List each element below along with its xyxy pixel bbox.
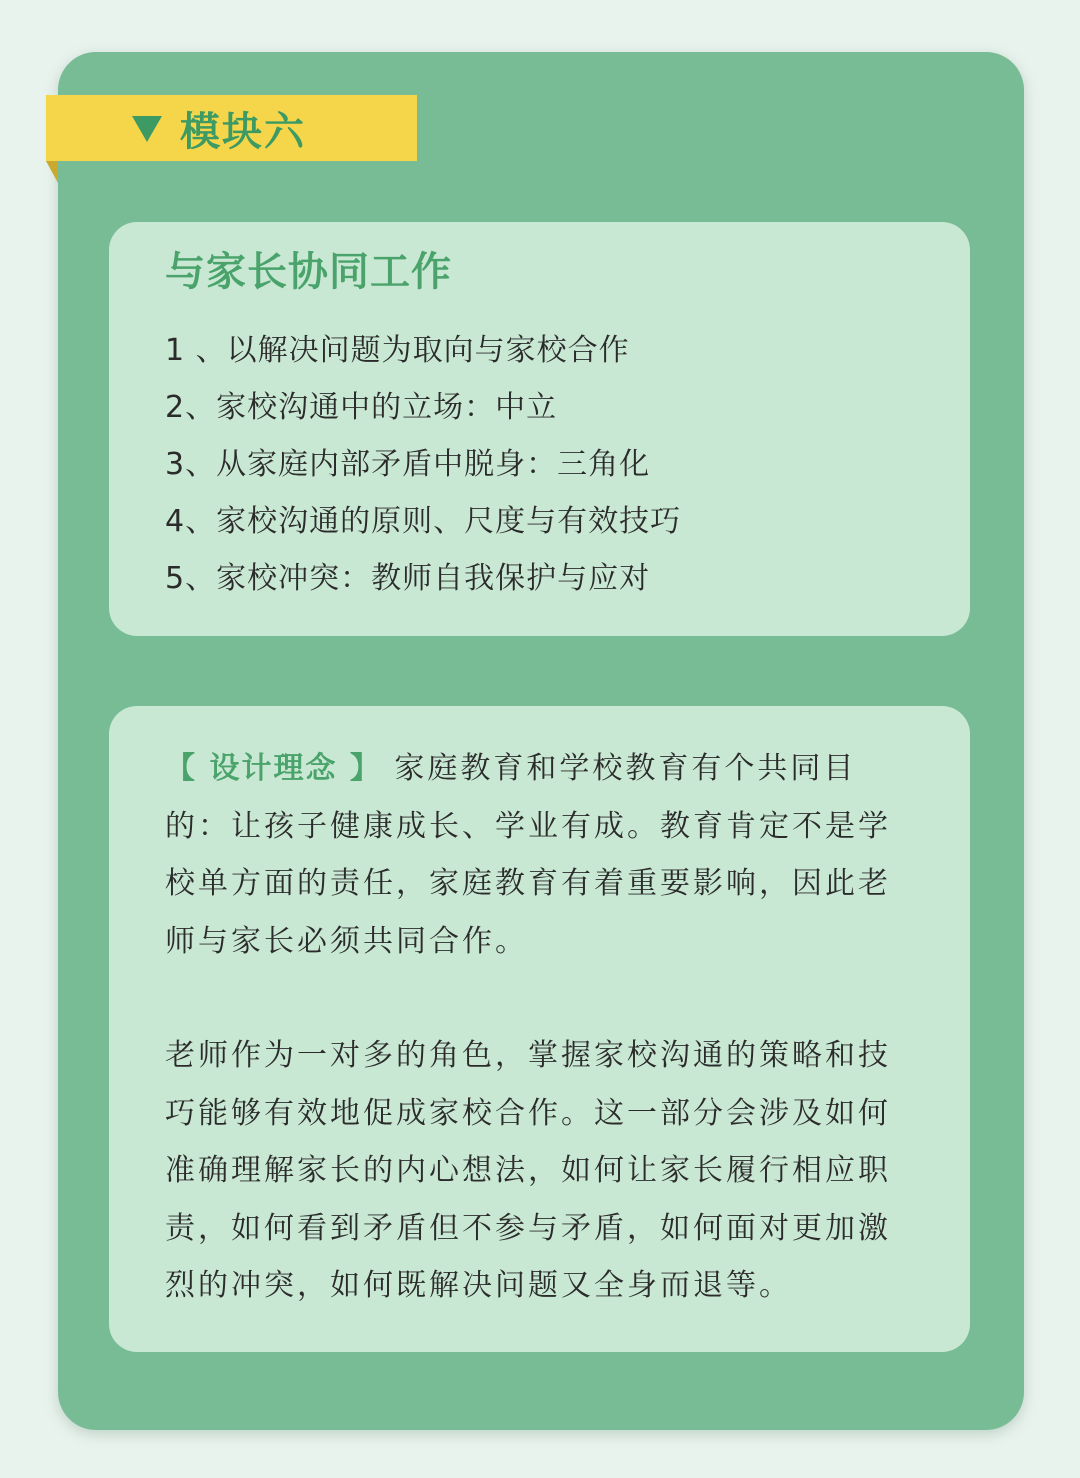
topic-item-4: 4、家校沟通的原则、尺度与有效技巧 <box>165 504 682 539</box>
design-paragraph-1 <box>165 740 917 970</box>
triangle-down-icon <box>132 116 162 142</box>
topic-item-3: 3、从家庭内部矛盾中脱身：三角化 <box>165 447 651 482</box>
module-title: 模块六 <box>180 108 306 155</box>
design-paragraph-1-text: 家庭教育和学校教育有个共同目的：让孩子健康成长、学业有成。教育肯定不是学校单方面的责任，家庭教育有着重要影响，因此老师与家长必须共同合作。 <box>165 751 891 959</box>
design-label: 【 设计理念 】 <box>165 751 382 786</box>
module-tab <box>46 95 417 161</box>
topic-item-2: 2、家校沟通中的立场：中立 <box>165 390 558 425</box>
topics-title: 与家长协同工作 <box>165 249 452 295</box>
design-concept-card <box>109 706 970 1352</box>
topic-list <box>165 322 914 607</box>
design-paragraph-2: 老师作为一对多的角色，掌握家校沟通的策略和技巧能够有效地促成家校合作。这一部分会涉及如何准确理解家长的内心想法，如何让家长履行相应职责，如何看到矛盾但不参与矛盾，如何面对更加激烈的冲突，如何既解决问题又全身而退等。 <box>165 1038 891 1303</box>
topic-item-5: 5、家校冲突：教师自我保护与应对 <box>165 561 651 596</box>
tab-fold-decoration <box>46 161 58 183</box>
topics-card <box>109 222 970 636</box>
topic-item-1: 1 、以解决问题为取向与家校合作 <box>165 333 630 368</box>
